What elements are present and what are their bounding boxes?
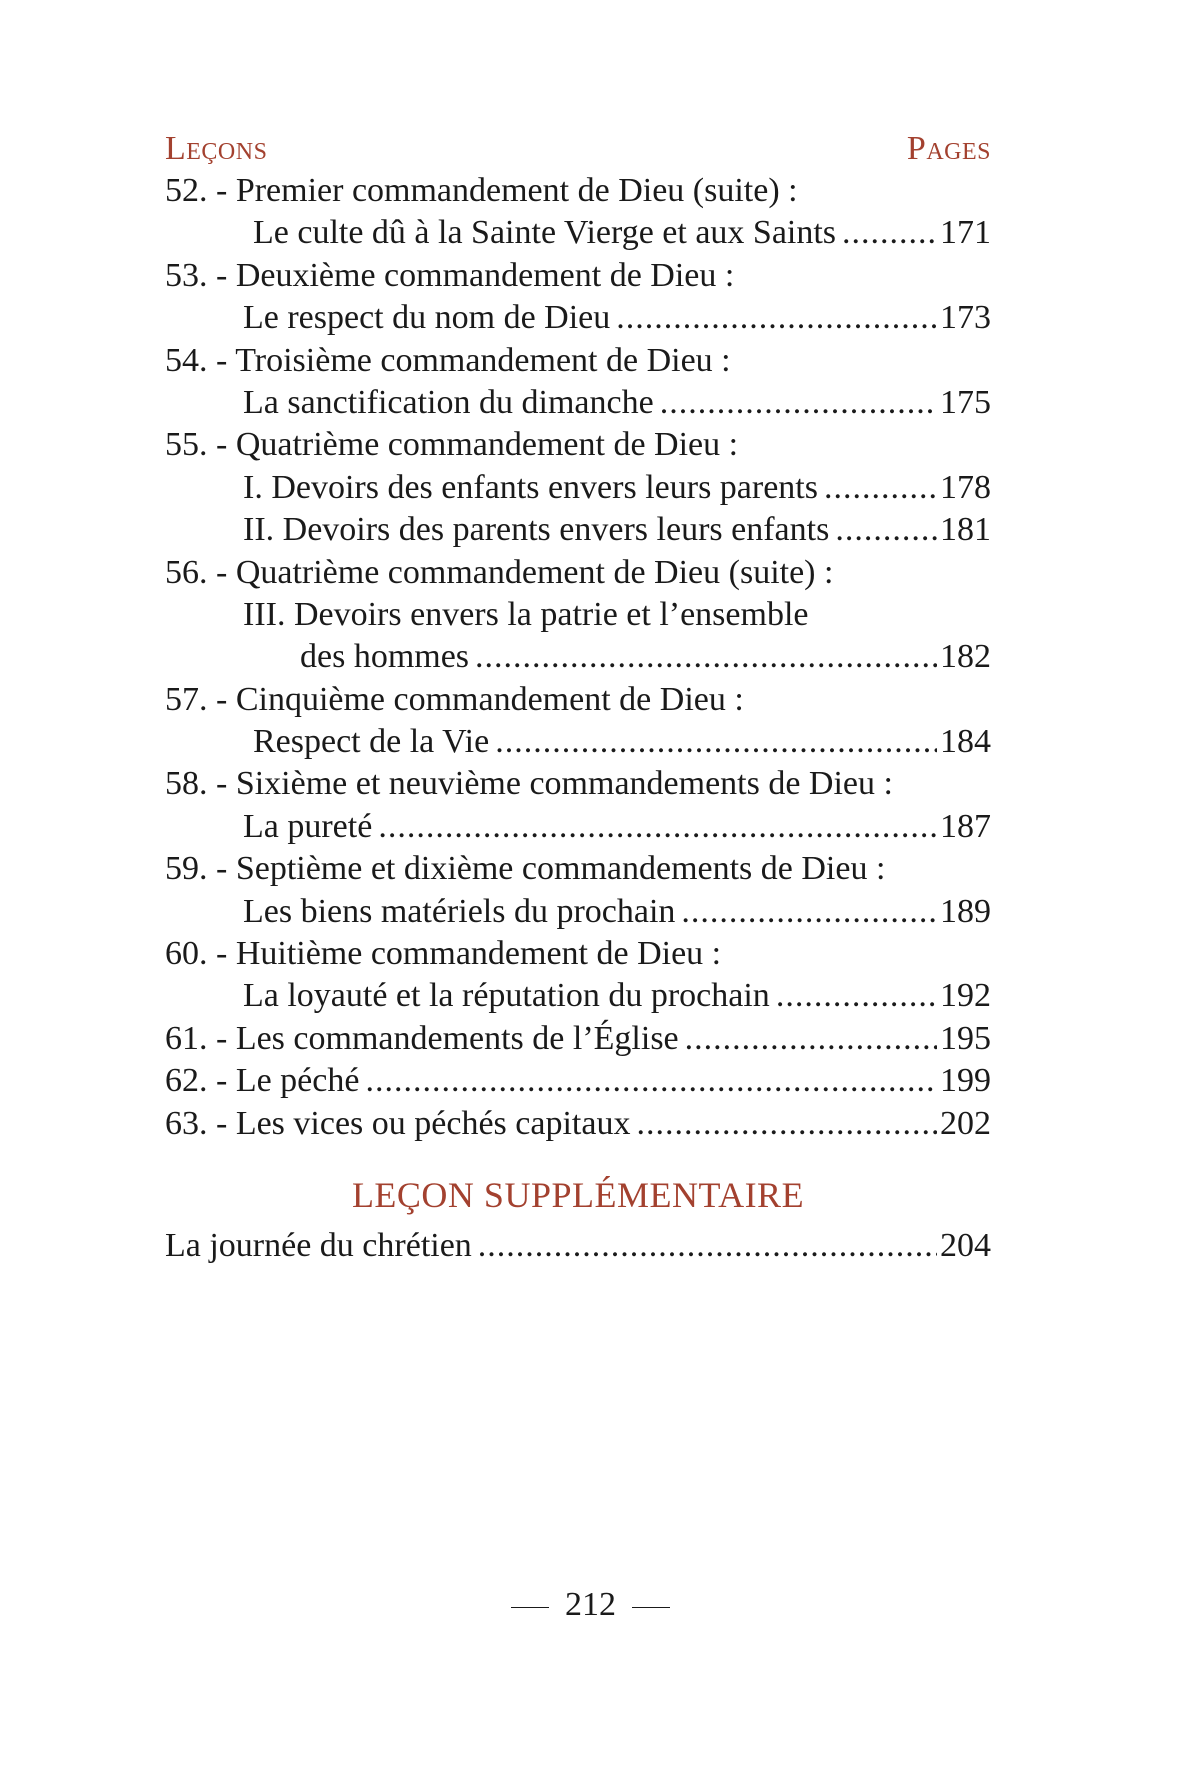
toc-entry-text: 53. - Deuxième commandement de Dieu : [165, 256, 735, 294]
dot-leader [478, 1225, 937, 1267]
toc-entry-page: 178 [940, 468, 991, 506]
supplementary-section-title: LEÇON SUPPLÉMENTAIRE [351, 1174, 805, 1215]
footer-dash-left [511, 1607, 549, 1608]
toc-entry-page: 202 [940, 1104, 991, 1142]
toc-entry [165, 975, 991, 1017]
toc-entry-text: 62. - Le péché [165, 1062, 360, 1100]
toc-entry-text: 54. - Troisième commandement de Dieu : [165, 341, 731, 379]
toc-entry-page: 182 [940, 638, 991, 676]
toc-entry [165, 1018, 991, 1060]
toc-entry-text: 63. - Les vices ou péchés capitaux [165, 1104, 631, 1142]
dot-leader [842, 212, 937, 254]
toc-entry-page: 204 [940, 1226, 991, 1264]
toc-entry-text: 59. - Septième et dixième commandements de Dieu : [165, 850, 886, 888]
toc-entry-text: II. Devoirs des parents envers leurs enfants [243, 511, 830, 549]
toc-entry-page: 187 [940, 807, 991, 845]
toc-entry-text: Les biens matériels du prochain [243, 892, 676, 930]
dot-leader [835, 509, 937, 551]
toc-entry-text: 52. - Premier commandement de Dieu (suite) : [165, 172, 798, 209]
toc-entry-text: 58. - Sixième et neuvième commandements de Dieu : [165, 765, 893, 803]
toc-entry [165, 848, 991, 890]
toc-entry-page: 171 [940, 214, 991, 252]
toc-entry-text: Le respect du nom de Dieu [243, 299, 611, 337]
toc-entry [165, 594, 991, 636]
column-header [165, 128, 991, 170]
toc-entry-text: I. Devoirs des enfants envers leurs parents [243, 468, 818, 506]
dot-leader [681, 891, 937, 933]
toc-entry-text: 57. - Cinquième commandement de Dieu : [165, 680, 744, 718]
toc-entry-text: La sanctification du dimanche [243, 383, 654, 421]
toc-entry [165, 1103, 991, 1145]
toc-entry [165, 509, 991, 551]
toc-entry [165, 679, 991, 721]
dot-leader [636, 1103, 937, 1145]
toc-entry-text: 61. - Les commandements de l’Église [165, 1019, 679, 1057]
toc-entry-text: Le culte dû à la Sainte Vierge et aux Saints [253, 214, 837, 252]
toc-entry-page: 175 [940, 383, 991, 421]
toc-entry-text: 56. - Quatrième commandement de Dieu (suite) : [165, 553, 834, 591]
toc-entry-text: La loyauté et la réputation du prochain [243, 977, 770, 1015]
toc-entry-page: 199 [940, 1062, 991, 1100]
toc-entry-page: 173 [940, 299, 991, 337]
dot-leader [495, 721, 937, 763]
page-footer [0, 1585, 1181, 1625]
toc-entry [165, 891, 991, 933]
toc-entry-page: 195 [940, 1019, 991, 1057]
toc-entry [165, 552, 991, 594]
toc-entry-page: 189 [940, 892, 991, 930]
dot-leader [776, 975, 937, 1017]
toc-entry [165, 424, 991, 466]
dot-leader [660, 382, 937, 424]
toc-entry [165, 340, 991, 382]
footer-dash-right [632, 1607, 670, 1608]
lessons-column-label: Leçons [165, 130, 268, 167]
toc-entry [165, 382, 991, 424]
toc-entry-text: 55. - Quatrième commandement de Dieu : [165, 426, 739, 464]
toc-entry-text: Respect de la Vie [253, 723, 490, 761]
toc-entry [165, 1060, 991, 1102]
dot-leader [365, 1060, 937, 1102]
table-of-contents [165, 128, 991, 1267]
toc-entry [165, 933, 991, 975]
toc-entry-text: 60. - Huitième commandement de Dieu : [165, 935, 722, 973]
page-number: 212 [565, 1586, 616, 1623]
toc-entry [165, 297, 991, 339]
toc-entry-page: 192 [940, 977, 991, 1015]
toc-entry [165, 636, 991, 678]
toc-entry-page: 184 [940, 723, 991, 761]
toc-entry [165, 212, 991, 254]
dot-leader [616, 297, 937, 339]
dot-leader [378, 806, 937, 848]
dot-leader [824, 467, 937, 509]
toc-entry-text: des hommes [300, 638, 470, 676]
toc-entry [165, 721, 991, 763]
toc-entry-page: 181 [940, 511, 991, 549]
toc-entry [165, 170, 991, 212]
toc-entry [165, 255, 991, 297]
dot-leader [685, 1018, 937, 1060]
toc-entry [165, 467, 991, 509]
toc-entry [165, 806, 991, 848]
dot-leader [475, 636, 937, 678]
toc-entry [165, 1225, 991, 1267]
toc-entry-text: La journée du chrétien [165, 1226, 472, 1264]
toc-entry-text: La pureté [243, 807, 373, 845]
pages-column-label: Pages [906, 130, 991, 167]
toc-entry-text: III. Devoirs envers la patrie et l’ensemble [243, 595, 809, 633]
toc-entry [165, 763, 991, 805]
